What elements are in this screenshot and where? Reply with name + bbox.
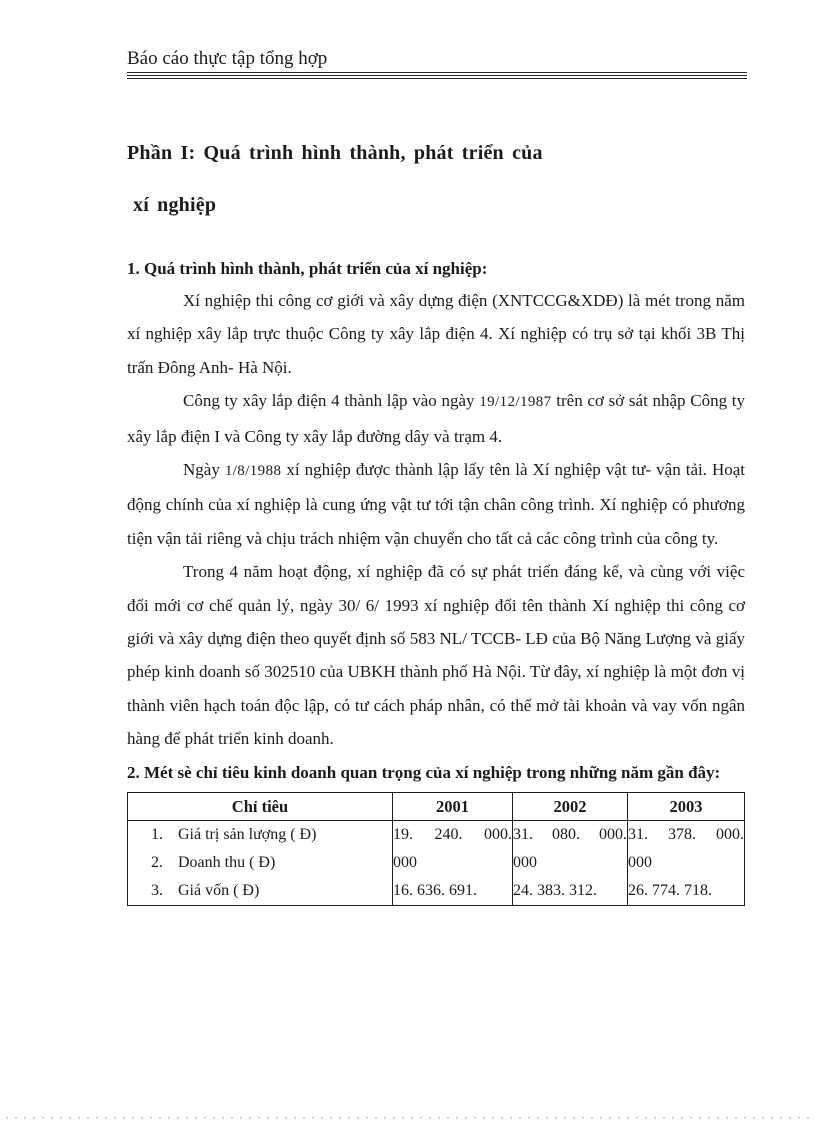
paragraph-1: Xí nghiệp thi công cơ giới và xây dựng điện (XNTCCG&XDĐ) là mét trong năm xí nghiệp xây lắp trực thuộc Công ty xây lắp điện 4. Xí nghiệp có trụ sở tại khối 3B Thị trấn Đông Anh- Hà Nội. [127,291,745,377]
indicator-number: 2. [151,854,163,872]
indicator-row-3 [128,877,392,905]
indicator-row-2 [128,849,392,877]
paragraph-3-text: Ngày [183,460,220,480]
part-title-line2: xí nghiệp [133,194,217,216]
values-2001-cell [393,821,513,906]
indicator-label: Giá vốn ( Đ) [178,882,260,900]
col-header-chi-tieu: Chỉ tiêu [128,793,393,821]
indicator-number: 3. [151,882,163,900]
indicator-label: Doanh thu ( Đ) [178,854,276,872]
paragraph-3-text-cont: xí nghiệp được thành lập lấy tên là Xí nghiệp vật tư- vận tải. Hoạt động chính của xí nghiệp là cung ứng vật tư tới tận chân công trình. Xí nghiệp có phương tiện vận tải riêng và chịu trách nhiệm vận chuyển cho tất cả các công trình của công ty. [127,460,746,548]
values-2002-cell [513,821,628,906]
values-2003-cell [628,821,745,906]
value-line: 24. 383. 312. [513,882,597,900]
value-line: 16. 636. 691. [393,882,477,900]
value-line: 31. 080. 000. [513,826,627,844]
paragraph-2-text: Công ty xây lắp điện 4 thành lập vào ngày [183,391,475,411]
date-field-1987: 19/12/1987 [479,394,552,411]
date-field-1988: 1/8/1988 [224,463,282,480]
value-line: 26. 774. 718. [628,882,712,900]
section1-heading: 1. Quá trình hình thành, phát triển của xí nghiệp: [127,259,488,278]
col-header-2002: 2002 [513,793,628,821]
paragraph-3 [127,453,745,555]
section2-heading: 2. Mét sè chỉ tiêu kinh doanh quan trọng của xí nghiệp trong những năm gần đây: [127,762,721,782]
page-bottom-edge-marks [6,1117,810,1119]
value-line: 000 [393,854,417,872]
value-line: 19. 240. 000. [393,826,512,844]
value-line: 31. 378. 000. [628,826,744,844]
part-title-line1: Phần I: Quá trình hình thành, phát triển của [127,142,543,164]
indicator-number: 1. [151,826,163,844]
kpi-table-header-row [128,793,745,821]
paragraph-4: Trong 4 năm hoạt động, xí nghiệp đã có sự phát triển đáng kể, và cùng với việc đổi mới cơ chế quản lý, ngày 30/ 6/ 1993 xí nghiệp đổi tên thành Xí nghiệp thi công cơ giới và xây dựng điện theo quyết định số 583 NL/ TCCB- LĐ của Bộ Năng Lượng và giấy phép kinh doanh số 302510 của UBKH thành phố Hà Nội. Từ đây, xí nghiệp là một đơn vị thành viên hạch toán độc lập, có tư cách pháp nhân, có thể mở tài khoản và vay vốn ngân hàng để phát triển kinh doanh. [127,562,745,749]
kpi-table [127,792,745,906]
paragraph-2-text-cont: trên cơ sở sát nhập Công ty xây lắp điện I và Công ty xây lắp đường dây và trạm 4. [127,391,746,446]
value-line: 000 [628,854,652,872]
indicator-row-1 [128,821,392,849]
indicator-list-cell [128,821,393,906]
value-line: 000 [513,854,537,872]
col-header-2003: 2003 [628,793,745,821]
kpi-table-body-row [128,821,745,906]
indicator-label: Giá trị sản lượng ( Đ) [178,826,317,844]
col-header-2001: 2001 [393,793,513,821]
paragraph-2 [127,384,745,453]
page-header-title: Báo cáo thực tập tổng hợp [127,46,747,73]
document-body [127,140,745,906]
header-double-rule [127,75,747,79]
